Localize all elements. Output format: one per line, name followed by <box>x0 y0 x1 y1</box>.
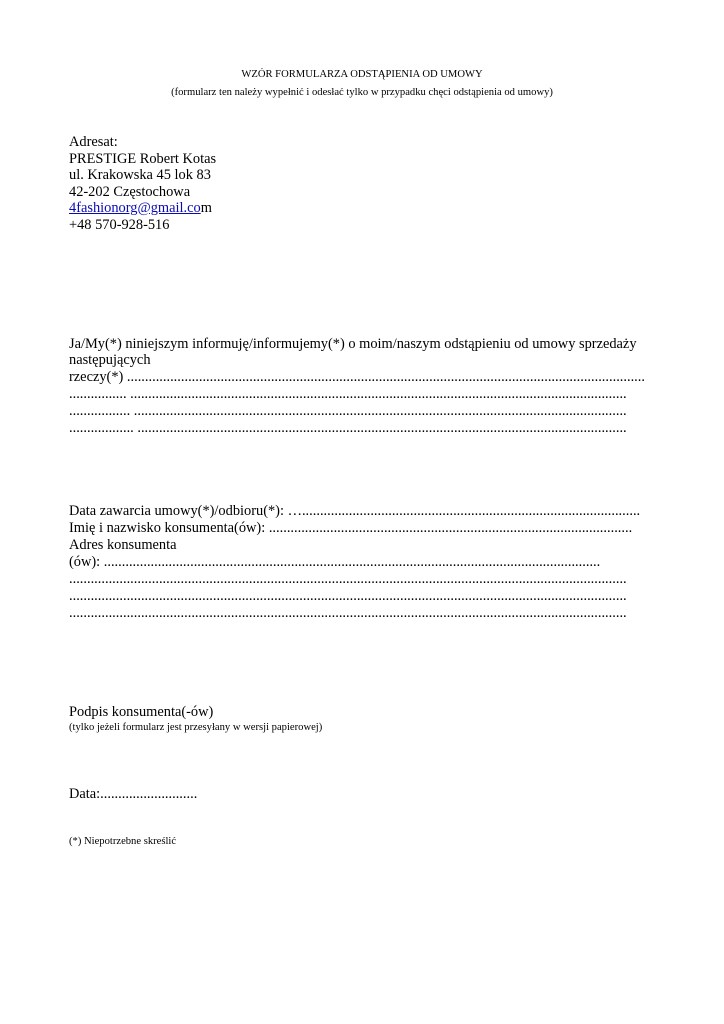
addressee-street: ul. Krakowska 45 lok 83 <box>69 167 211 183</box>
signature-note: (tylko jeżeli formularz jest przesyłany w wersji papierowej) <box>69 722 323 733</box>
declaration-line-2: następujących <box>69 352 151 368</box>
addressee-company: PRESTIGE Robert Kotas <box>69 151 217 167</box>
consumer-address-blank-1: ........................................................................................................................................................... <box>69 571 627 587</box>
addressee-city: 42-202 Częstochowa <box>69 184 191 200</box>
form-title: WZÓR FORMULARZA ODSTĄPIENIA OD UMOWY <box>241 69 483 80</box>
email-link[interactable]: 4fashionorg@gmail.co <box>69 200 201 216</box>
declaration-line-1: Ja/My(*) niniejszym informuję/informujemy(*) o moim/naszym odstąpieniu od umowy sprzedaży <box>69 336 637 352</box>
signature-label: Podpis konsumenta(-ów) <box>69 704 214 720</box>
date-line: Data:........................... <box>69 786 198 802</box>
consumer-name-line: Imię i nazwisko konsumenta(ów): ..................................................................................................... <box>69 520 633 536</box>
footnote: (*) Niepotrzebne skreślić <box>69 836 177 847</box>
contract-date-line: Data zawarcia umowy(*)/odbioru(*): ….............................................................................................. <box>69 503 641 519</box>
addressee-email <box>69 200 659 217</box>
form-subtitle: (formularz ten należy wypełnić i odesłać tylko w przypadku chęci odstąpienia od umowy) <box>171 87 553 98</box>
addressee-label: Adresat: <box>69 134 118 150</box>
consumer-address-line: (ów): .......................................................................................................................................... <box>69 554 601 570</box>
declaration-items-line-4: .................. ........................................................................................................................................ <box>69 420 627 436</box>
consumer-address-blank-3: ........................................................................................................................................................... <box>69 605 627 621</box>
consumer-address-label: Adres konsumenta <box>69 537 177 553</box>
consumer-address-blank-2: ........................................................................................................................................................... <box>69 588 627 604</box>
declaration-items-line-2: ................ .......................................................................................................................................... <box>69 386 627 402</box>
addressee-phone: +48 570-928-516 <box>69 217 170 233</box>
declaration-items-line-3: ................. ......................................................................................................................................... <box>69 403 627 419</box>
declaration-items-line-1: rzeczy(*) ................................................................................................................................................ <box>69 369 645 385</box>
email-tail: m <box>200 200 212 216</box>
